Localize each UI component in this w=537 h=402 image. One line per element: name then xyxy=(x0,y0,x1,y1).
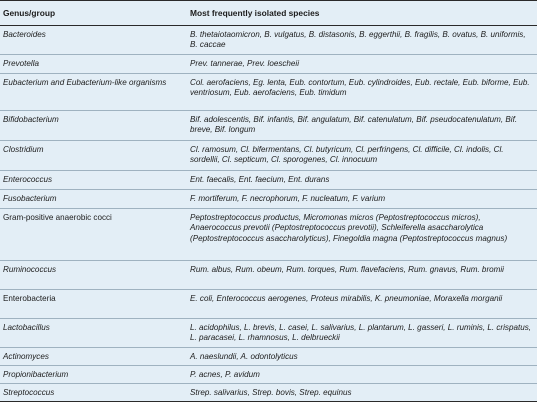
table-row xyxy=(0,189,537,208)
table-row xyxy=(0,347,537,365)
table-row xyxy=(0,289,537,318)
table-row xyxy=(0,25,537,54)
genus-cell: Eubacterium and Eubacterium-like organisms xyxy=(3,78,167,87)
genus-cell: Actinomyces xyxy=(3,352,49,361)
table-row xyxy=(0,170,537,189)
genus-cell: Streptococcus xyxy=(3,388,55,397)
species-cell: A. naeslundii, A. odontolyticus xyxy=(190,352,298,361)
species-cell: F. mortiferum, F. necrophorum, F. nucleatum, F. varium xyxy=(190,194,386,203)
genus-cell: Gram-positive anaerobic cocci xyxy=(3,213,112,222)
species-cell: P. acnes, P. avidum xyxy=(190,370,260,379)
genus-cell: Clostridium xyxy=(3,145,44,154)
genus-cell: Bacteroides xyxy=(3,30,46,39)
species-cell: Ent. faecalis, Ent. faecium, Ent. durans xyxy=(190,175,330,184)
genus-cell: Enterococcus xyxy=(3,175,53,184)
genus-cell: Fusobacterium xyxy=(3,194,57,203)
species-cell: E. coli, Enterococcus aerogenes, Proteus mirabilis, K. pneumoniae, Moraxella morganii xyxy=(190,294,503,303)
table-row xyxy=(0,73,537,110)
species-cell: Cl. ramosum, Cl. bifermentans, Cl. butyricum, Cl. perfringens, Cl. difficile, Cl. indolis, Cl. sordellii, Cl. septicum, Cl. sporogenes, Cl. innocuum xyxy=(190,145,504,165)
table-row xyxy=(0,260,537,289)
table-row xyxy=(0,383,537,401)
species-cell: Strep. salivarius, Strep. bovis, Strep. equinus xyxy=(190,388,352,397)
table-row xyxy=(0,318,537,347)
genus-cell: Propionibacterium xyxy=(3,370,69,379)
species-cell: B. thetaiotaomicron, B. vulgatus, B. distasonis, B. eggerthii, B. fragilis, B. ovatus, B. uniformis, B. caccae xyxy=(190,30,526,50)
header-genus: Genus/group xyxy=(3,8,56,18)
table-row xyxy=(0,54,537,73)
table-header xyxy=(0,0,537,25)
species-cell: Rum. albus, Rum. obeum, Rum. torques, Rum. flavefaciens, Rum. gnavus, Rum. bromii xyxy=(190,265,504,274)
species-cell: Bif. adolescentis, Bif. infantis, Bif. angulatum, Bif. catenulatum, Bif. pseudocatenulatum, Bif. breve, Bif. longum xyxy=(190,115,518,135)
species-cell: L. acidophilus, L. brevis, L. casei, L. salivarius, L. plantarum, L. gasseri, L. ruminis, L. crispatus, L. paracasei, L. rhamnosus, L. delbrueckii xyxy=(190,323,531,343)
table-row xyxy=(0,140,537,170)
header-species: Most frequently isolated species xyxy=(190,8,320,18)
species-cell: Col. aerofaciens, Eg. lenta, Eub. contortum, Eub. cylindroides, Eub. rectale, Eub. biforme, Eub. ventriosum, Eub. aerofaciens, Eub. timidum xyxy=(190,78,530,98)
genus-cell: Bifidobacterium xyxy=(3,115,59,124)
table-row xyxy=(0,110,537,140)
table-row xyxy=(0,365,537,383)
species-cell: Prev. tannerae, Prev. loescheii xyxy=(190,59,300,68)
genus-cell: Prevotella xyxy=(3,59,39,68)
genus-cell: Enterobacteria xyxy=(3,294,56,303)
genus-cell: Lactobacillus xyxy=(3,323,50,332)
table-row xyxy=(0,208,537,260)
genus-cell: Ruminococcus xyxy=(3,265,57,274)
species-cell: Peptostreptococcus productus, Micromonas micros (Peptostreptococcus micros), Anaerococcus prevotii (Peptostreptococcus prevotii), Schleiferella asaccharolytica (Peptostreptococcus asaccharolyticus), Finegoldia magna (Peptostreptococcus magnus) xyxy=(190,213,508,243)
